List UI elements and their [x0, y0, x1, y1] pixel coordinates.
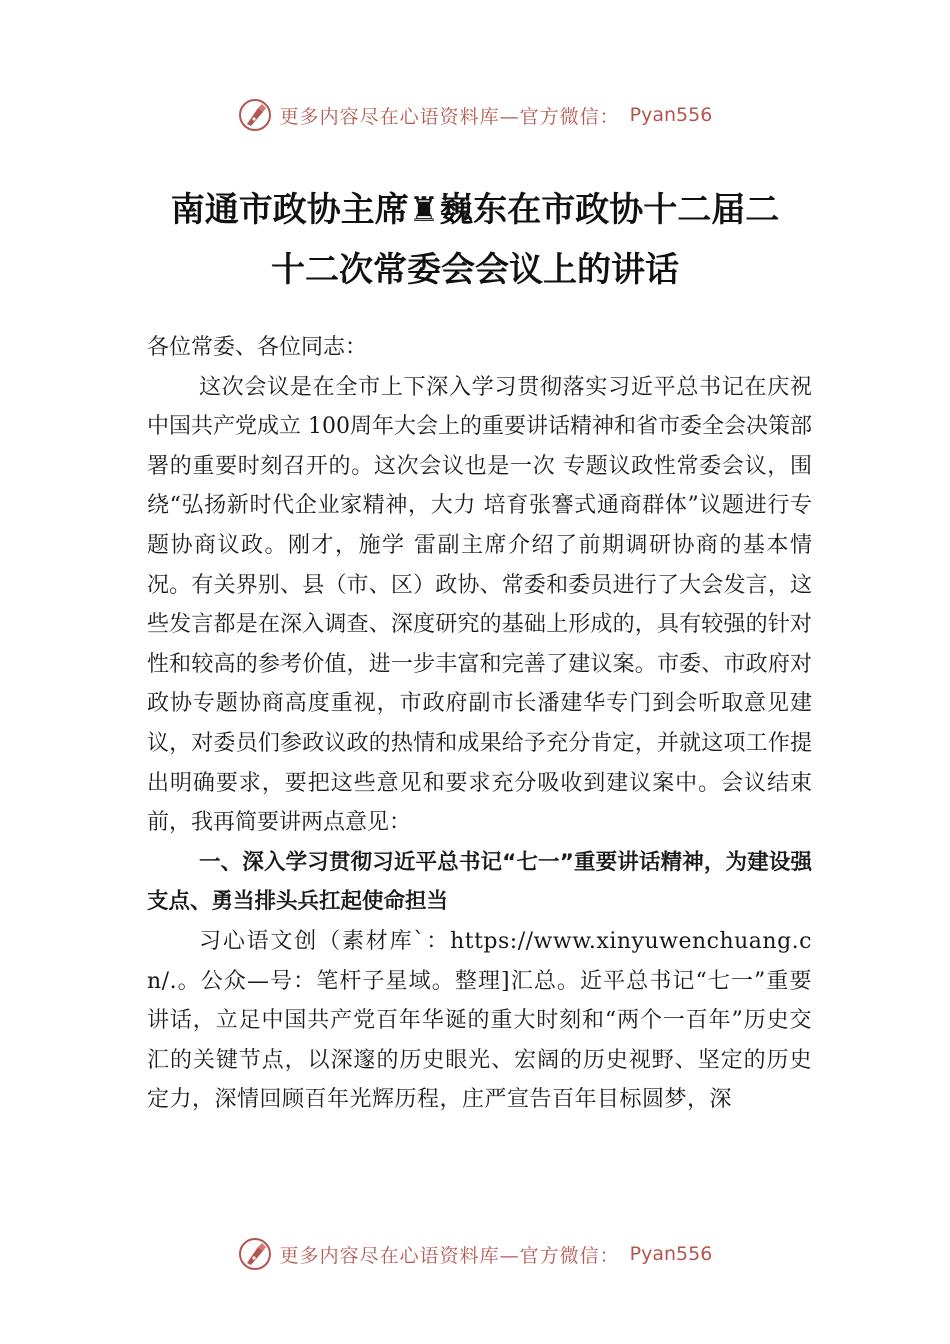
pen-nib-logo-icon — [238, 98, 272, 132]
watermark-text: 更多内容尽在心语资料库—官方微信： — [279, 105, 620, 128]
pen-nib-logo-icon — [238, 1237, 272, 1271]
watermark-wechat-id: Pyan556 — [629, 1243, 713, 1265]
document-body — [147, 328, 812, 1120]
watermark-text: 更多内容尽在心语资料库—官方微信： — [279, 1244, 620, 1267]
title-line-2: 十二次常委会会议上的讲话 — [271, 250, 679, 290]
watermark-wechat-id: Pyan556 — [629, 104, 713, 126]
paragraph-2: 习心语文创（素材库`：https://www.xinyuwenchuang.cn/.。公众—号：笔杆子星域。整理]汇总。近平总书记“七一”重要讲话，立足中国共产党百年华诞的重大时刻和“两个一百年”历史交汇的关键节点，以深邃的历史眼光、宏阔的历史视野、坚定的历史定力，深情回顾百年光辉历程，庄严宣告百年目标圆梦，深 — [147, 928, 812, 1113]
paragraph-1: 这次会议是在全市上下深入学习贯彻落实习近平总书记在庆祝中国共产党成立 100周年大会上的重要讲话精神和省市委全会决策部署的重要时刻召开的。这次会议也是一次 专题议政性常委会议，围绕“弘扬新时代企业家精神，大力 培育张謇式通商群体”议题进行专题协商议政。刚才，施学 雷副主席介绍了前期调研协商的基本情况。有关界别、县（市、区）政协、常委和委员进行了大会发言，这些发言都是在深入调查、深度研究的基础上形成的，具有较强的针对性和较高的参考价值，进一步丰富和完善了建议案。市委、市政府对政协专题协商高度重视，市政府副市长潘建华专门到会听取意见建议，对委员们参政议政的热情和成果给予充分肯定，并就这项工作提出明确要求，要把这些意见和要求充分吸收到建议案中。会议结束前，我再简要讲两点意见： — [147, 374, 812, 836]
section-heading-1: 一、深入学习贯彻习近平总书记“七一”重要讲话精神，为建设强支点、勇当排头兵扛起使命担当 — [147, 849, 812, 915]
watermark-header — [0, 95, 950, 135]
document-title — [0, 180, 950, 300]
title-line-1: 南通市政协主席♜巍东在市政协十二届二 — [170, 190, 780, 230]
watermark-footer — [0, 1234, 950, 1274]
salutation: 各位常委、各位同志： — [147, 335, 368, 360]
